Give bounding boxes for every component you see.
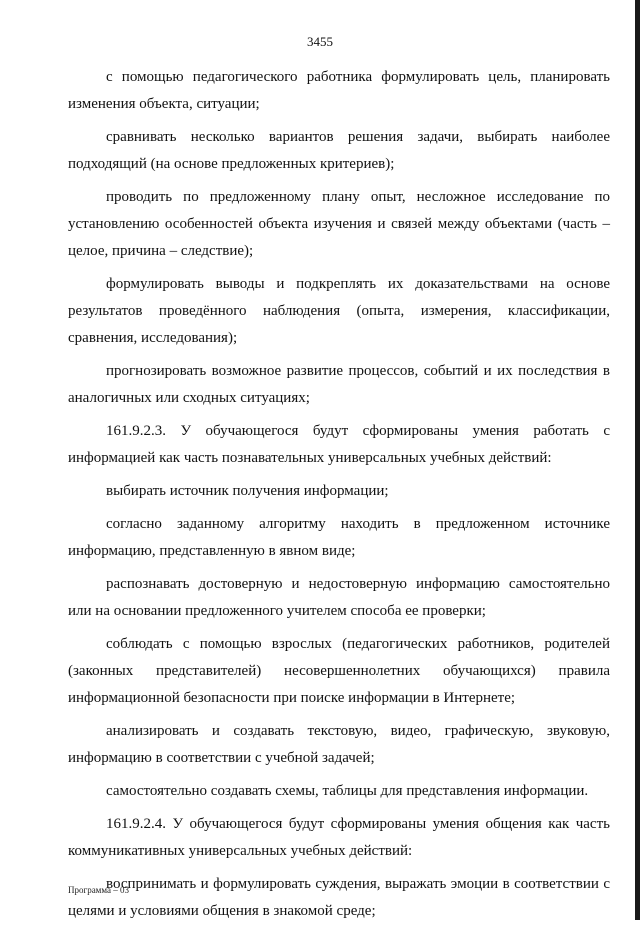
paragraph: сравнивать несколько вариантов решения задачи, выбирать наиболее подходящий (на основе предложенных критериев); (68, 129, 610, 172)
footer-note: Программа – 03 (68, 885, 130, 895)
paragraph: формулировать выводы и подкреплять их доказательствами на основе результатов проведённого наблюдения (опыта, измерения, классификации, сравнения, исследования); (68, 276, 610, 346)
scan-edge (635, 0, 640, 920)
paragraph: анализировать и создавать текстовую, видео, графическую, звуковую, информацию в соответствии с учебной задачей; (68, 723, 610, 766)
paragraph: соблюдать с помощью взрослых (педагогических работников, родителей (законных представителей) несовершеннолетних обучающихся) правила информационной безопасности при поиске информации в Интернете; (68, 636, 610, 706)
paragraph: воспринимать и формулировать суждения, выражать эмоции в соответствии с целями и условиями общения в знакомой среде; (68, 876, 610, 919)
paragraph: с помощью педагогического работника формулировать цель, планировать изменения объекта, ситуации; (68, 69, 610, 112)
paragraph: согласно заданному алгоритму находить в предложенном источнике информацию, представленную в явном виде; (68, 516, 610, 559)
paragraph: распознавать достоверную и недостоверную информацию самостоятельно или на основании предложенного учителем способа ее проверки; (68, 576, 610, 619)
document-body (68, 64, 610, 931)
paragraph: прогнозировать возможное развитие процессов, событий и их последствия в аналогичных или сходных ситуациях; (68, 363, 610, 406)
page-number: 3455 (307, 34, 333, 49)
section-paragraph: 161.9.2.4. У обучающегося будут сформированы умения общения как часть коммуникативных универсальных учебных действий: (68, 816, 610, 859)
paragraph: выбирать источник получения информации; (106, 483, 389, 499)
paragraph: проводить по предложенному плану опыт, несложное исследование по установлению особенностей объекта изучения и связей между объектами (часть – целое, причина – следствие); (68, 189, 610, 259)
section-paragraph: 161.9.2.3. У обучающегося будут сформированы умения работать с информацией как часть познавательных универсальных учебных действий: (68, 423, 610, 466)
paragraph: самостоятельно создавать схемы, таблицы для представления информации. (106, 783, 589, 799)
